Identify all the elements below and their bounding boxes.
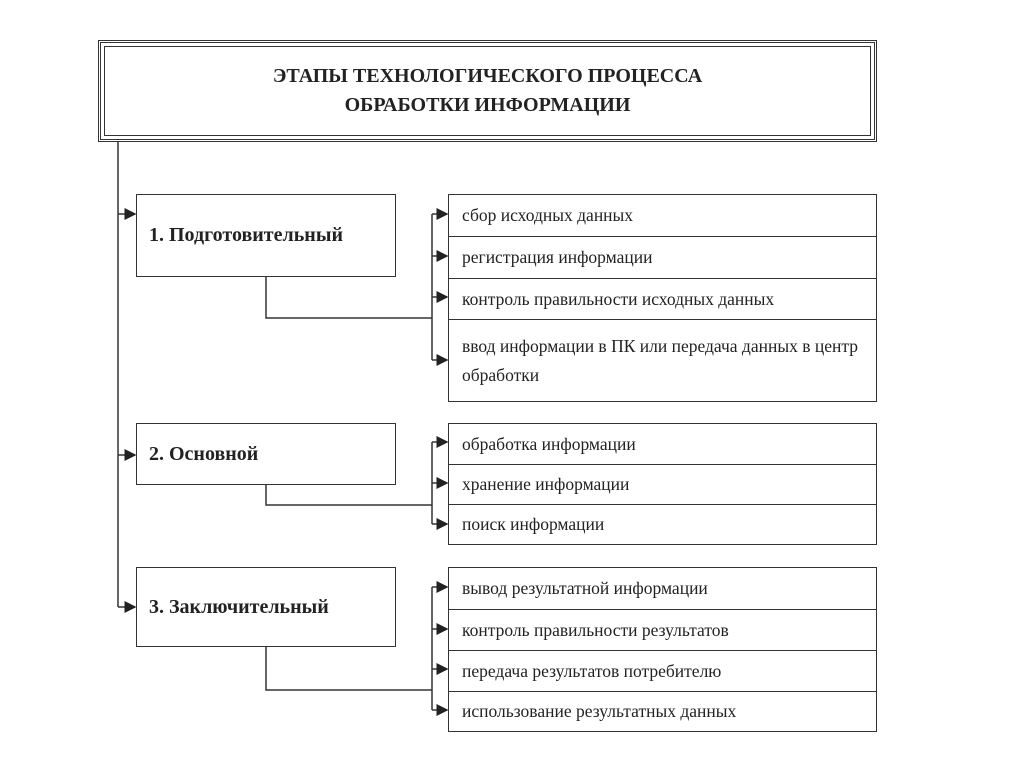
- list-item: контроль правильности результатов: [449, 609, 876, 650]
- stage-3-box: [136, 567, 396, 647]
- stage-2-items: [448, 423, 877, 545]
- stage-1-box: [136, 194, 396, 277]
- list-item: регистрация информации: [449, 236, 876, 278]
- stage-label: 3. Заключительный: [149, 595, 329, 618]
- stage-2-box: [136, 423, 396, 485]
- stage-label: 2. Основной: [149, 442, 259, 465]
- stage-3-items: [448, 567, 877, 732]
- list-item: использование результатных данных: [449, 691, 876, 731]
- list-item: передача результатов потребителю: [449, 650, 876, 691]
- list-item: сбор исходных данных: [462, 205, 634, 225]
- stage-1-items: [448, 194, 877, 402]
- list-item: вывод результатной информации: [462, 578, 708, 598]
- title-line-2: ОБРАБОТКИ ИНФОРМАЦИИ: [344, 94, 631, 116]
- list-item: хранение информации: [449, 464, 876, 504]
- list-item: обработка информации: [462, 433, 636, 454]
- diagram-title: [98, 40, 877, 142]
- list-item: контроль правильности исходных данных: [449, 278, 876, 319]
- list-item: поиск информации: [449, 504, 876, 544]
- list-item: ввод информации в ПК или передача данных в центр обработки: [449, 319, 876, 401]
- title-line-1: ЭТАПЫ ТЕХНОЛОГИЧЕСКОГО ПРОЦЕССА: [272, 65, 703, 87]
- stage-label: 1. Подготовительный: [149, 224, 343, 246]
